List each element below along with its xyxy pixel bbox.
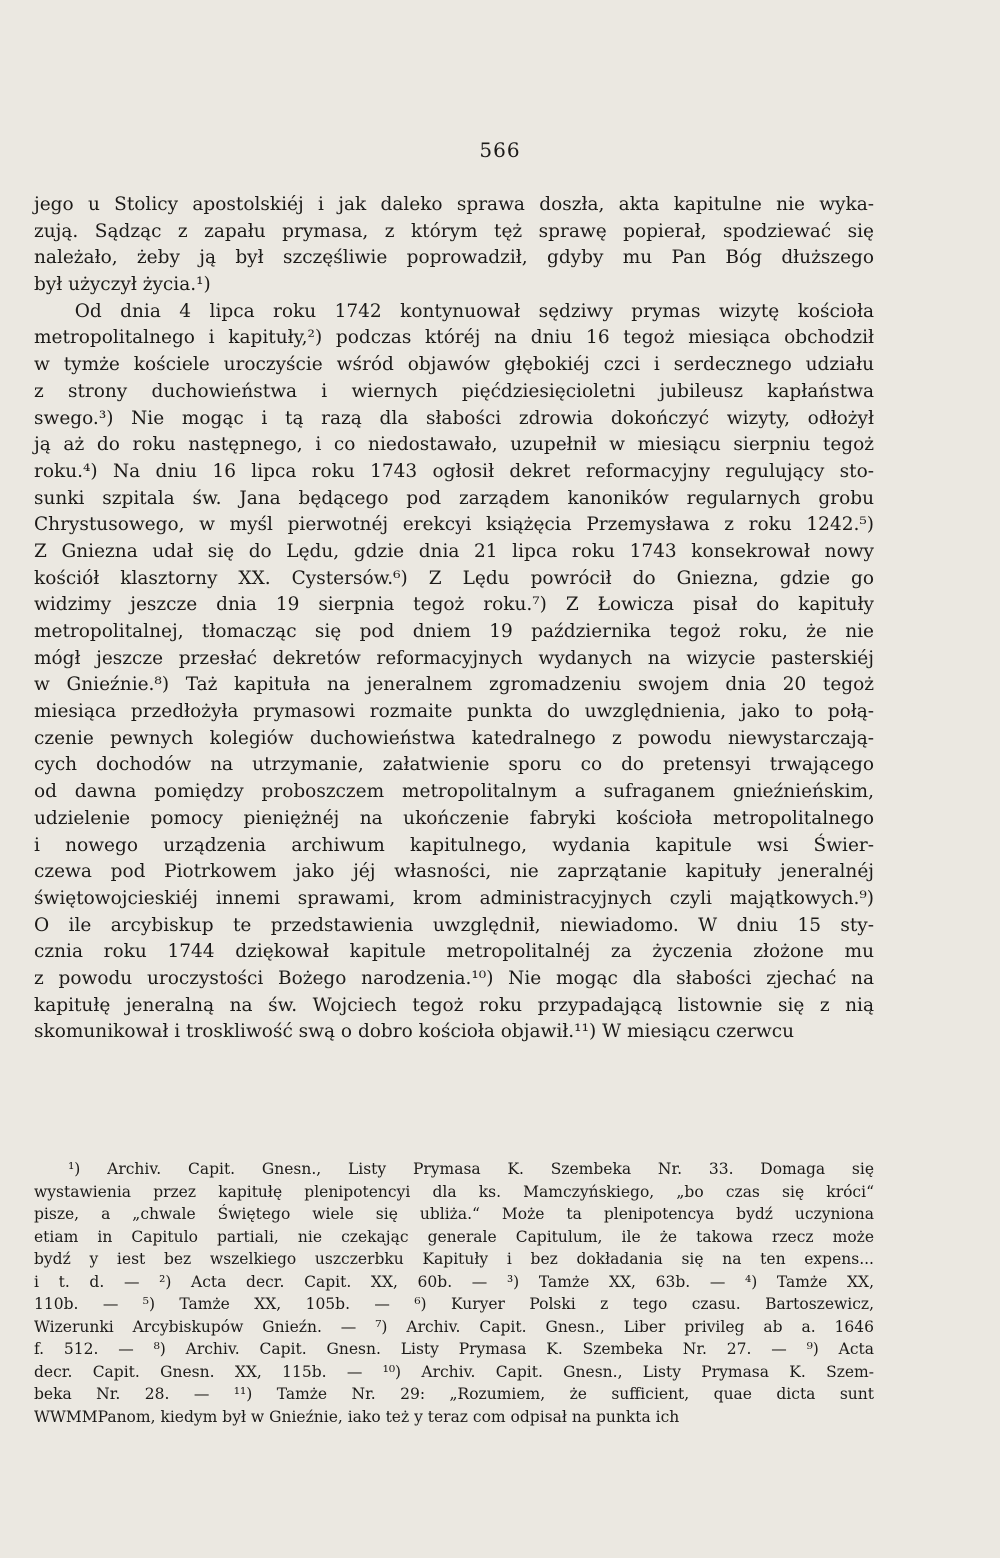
text-line: jego u Stolicy apostolskiéj i jak daleko sprawa doszła, akta kapitulne nie wyka-	[34, 194, 874, 215]
text-line: kapitułę jeneralną na św. Wojciech tegoż roku przypadającą listownie się z nią	[34, 994, 874, 1016]
text-line: w tymże kościele uroczyście wśród objawów głębokiéj czci i serdecznego udziału	[34, 354, 874, 376]
text-line: cznia roku 1744 dziękował kapitule metropolitalnéj za życzenia złożone mu	[34, 941, 874, 963]
text-line: z strony duchowieństwa i wiernych pięćdziesięcioletni jubileusz kapłaństwa	[34, 380, 874, 402]
main-text	[34, 192, 874, 1046]
text-line: Z Gniezna udał się do Lędu, gdzie dnia 21 lipca roku 1743 konsekrował nowy	[34, 540, 874, 562]
text-line: metropolitalnego i kapituły,²) podczas któréj na dniu 16 tegoż miesiąca obchodził	[34, 327, 874, 349]
text-line: od dawna pomiędzy proboszczem metropolitalnym a sufraganem gnieźnieńskim,	[34, 781, 874, 803]
footnote-line: etiam in Capitulo partiali, nie czekając generale Capitulum, ile że takowa rzecz może	[34, 1227, 874, 1246]
footnote-line: f. 512. — ⁸) Archiv. Capit. Gnesn. Listy Prymasa K. Szembeka Nr. 27. — ⁹) Acta	[34, 1340, 874, 1358]
text-line: Od dnia 4 lipca roku 1742 kontynuował sędziwy prymas wizytę kościoła	[74, 300, 874, 322]
text-line: Chrystusowego, w myśl pierwotnéj erekcyi książęcia Przemysława z roku 1242.⁵)	[34, 514, 874, 536]
text-line: zują. Sądząc z zapału prymasa, z którym tęż sprawę popierał, spodziewać się	[34, 220, 874, 242]
footnote-line: i t. d. — ²) Acta decr. Capit. XX, 60b. — ³) Tamże XX, 63b. — ⁴) Tamże XX,	[34, 1272, 874, 1291]
footnotes	[34, 1158, 874, 1428]
text-line: mógł jeszcze przesłać dekretów reformacyjnych wydanych na wizycie pasterskiéj	[34, 647, 874, 669]
text-line: z powodu uroczystości Bożego narodzenia.¹⁰) Nie mogąc dla słabości zjechać na	[34, 967, 874, 989]
text-line: ją aż do roku następnego, i co niedostawało, uzupełnił w miesiącu sierpniu tegoż	[34, 434, 874, 456]
text-line: skomunikował i troskliwość swą o dobro kościoła objawił.¹¹) W miesiącu czerwcu	[34, 1021, 795, 1043]
footnote-line: beka Nr. 28. — ¹¹) Tamże Nr. 29: „Rozumiem, że sufficient, quae dicta sunt	[34, 1385, 874, 1403]
footnote-line: wystawienia przez kapitułę plenipotencyi dla ks. Mamczyńskiego, „bo czas się króci“	[34, 1182, 874, 1201]
text-line: w Gnieźnie.⁸) Taż kapituła na jeneralnem zgromadzeniu swojem dnia 20 tegoż	[34, 674, 874, 696]
text-line: świętowojcieskiéj innemi sprawami, krom administracyjnych czyli majątkowych.⁹)	[34, 887, 874, 909]
text-line: widzimy jeszcze dnia 19 sierpnia tegoż roku.⁷) Z Łowicza pisał do kapituły	[34, 594, 874, 616]
text-line: udzielenie pomocy pieniężnéj na ukończenie fabryki kościoła metropolitalnego	[34, 807, 874, 829]
text-line: kościół klasztorny XX. Cystersów.⁶) Z Lędu powrócił do Gniezna, gdzie go	[34, 567, 874, 589]
footnote-line: decr. Capit. Gnesn. XX, 115b. — ¹⁰) Archiv. Capit. Gnesn., Listy Prymasa K. Szem-	[34, 1362, 874, 1381]
text-line: miesiąca przedłożyła prymasowi rozmaite punkta do uwzględnienia, jako to połą-	[34, 701, 874, 723]
text-line: i nowego urządzenia archiwum kapitulnego, wydania kapitule wsi Świer-	[34, 834, 874, 856]
text-line: metropolitalnej, tłomacząc się pod dniem 19 października tegoż roku, że nie	[34, 621, 874, 642]
text-line: czenie pewnych kolegiów duchowieństwa katedralnego z powodu niewystarczają-	[34, 727, 874, 749]
text-line: roku.⁴) Na dniu 16 lipca roku 1743 ogłosił dekret reformacyjny regulujący sto-	[34, 460, 874, 482]
footnote-line: ¹) Archiv. Capit. Gnesn., Listy Prymasa K. Szembeka Nr. 33. Domaga się	[68, 1160, 874, 1178]
text-line: sunki szpitala św. Jana będącego pod zarządem kanoników regularnych grobu	[34, 487, 874, 509]
footnote-line: bydź y iest bez wszelkiego uszczerbku Kapituły i bez dokładania się na ten expens...	[34, 1250, 874, 1268]
text-line: należało, żeby ją był szczęśliwie poprowadził, gdyby mu Pan Bóg dłuższego	[34, 247, 874, 269]
text-line: był użyczył życia.¹)	[34, 274, 211, 296]
footnote-line: Wizerunki Arcybiskupów Gnieźn. — ⁷) Archiv. Capit. Gnesn., Liber privileg ab a. 1646	[34, 1317, 874, 1336]
text-line: cych dochodów na utrzymanie, załatwienie sporu co do pretensyi trwającego	[34, 754, 874, 776]
text-line: czewa pod Piotrkowem jako jéj własności, nie zaprzątanie kapituły jeneralnéj	[34, 861, 874, 883]
footnote-line: 110b. — ⁵) Tamże XX, 105b. — ⁶) Kuryer Polski z tego czasu. Bartoszewicz,	[34, 1295, 874, 1313]
text-line: O ile arcybiskup te przedstawienia uwzględnił, niewiadomo. W dniu 15 sty-	[34, 914, 874, 936]
page-number: 566	[479, 138, 521, 162]
text-line: swego.³) Nie mogąc i tą razą dla słabości zdrowia dokończyć wizyty, odłożył	[34, 407, 874, 429]
footnote-line: WWMMPanom, kiedym był w Gnieźnie, iako też y teraz com odpisał na punkta ich	[34, 1407, 680, 1426]
footnote-line: pisze, a „chwale Świętego wiele się ubliża.“ Może ta plenipotencya bydź uczyniona	[34, 1205, 874, 1223]
